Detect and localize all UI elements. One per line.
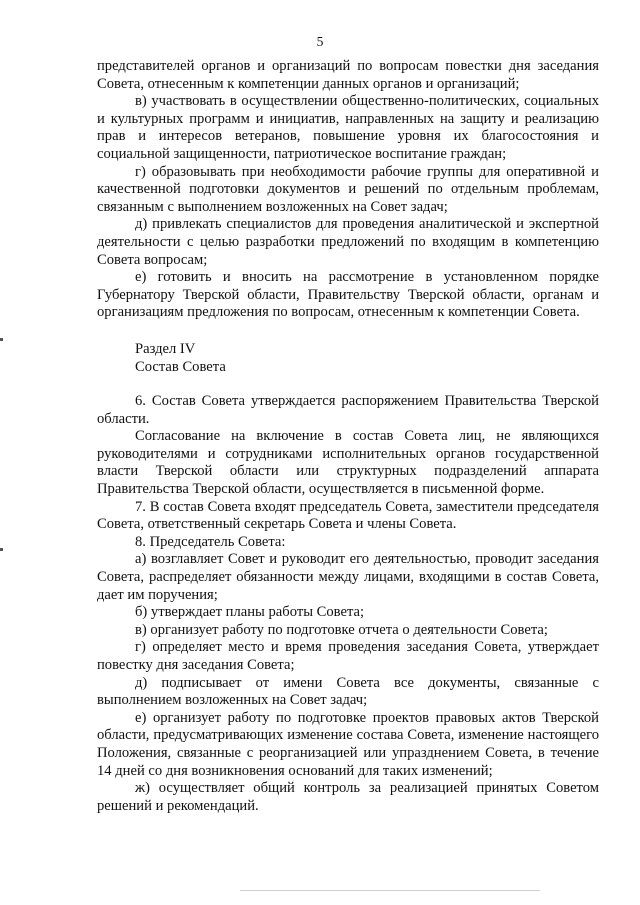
paragraph: 8. Председатель Совета: [135,533,286,550]
paragraph: б) утверждает планы работы Совета; [135,604,365,621]
paragraph: ж) осуществляет общий контроль за реализацией принятых Советом решений и рекомендаций. [97,780,599,814]
section-title: Состав Совета [135,358,226,375]
document-body [97,58,599,815]
paragraph: г) образовывать при необходимости рабочие группы для оперативной и качественной подготовки документов и решений по отдельным проблемам, связанным с выполнением возложенных на Совет задач; [97,163,599,215]
page-number: 5 [316,34,324,49]
scan-bottom-line [240,890,540,891]
paragraph: в) участвовать в осуществлении общественно-политических, социальных и культурных программ и инициатив, направленных на защиту и реализацию прав и интересов ветеранов, повышение уровня их благосостояния и социальной защищенности, патриотическое воспитание граждан; [97,93,599,162]
paragraph: д) подписывает от имени Совета все документы, связанные с выполнением возложенных на Совет задач; [97,674,599,709]
paragraph: г) определяет место и время проведения заседания Совета, утверждает повестку дня заседания Совета; [97,639,599,673]
paragraph: д) привлекать специалистов для проведения аналитической и экспертной деятельности с целью разработки предложений по входящим в компетенцию Совета вопросам; [97,216,599,268]
scan-edge-mark [0,338,3,341]
section-number: Раздел IV [135,340,196,357]
paragraph: е) готовить и вносить на рассмотрение в установленном порядке Губернатору Тверской области, Правительству Тверской области, органам и организациям предложения по вопросам, отнесенным к компетенции Совета. [97,269,599,321]
paragraph: 6. Состав Совета утверждается распоряжением Правительства Тверской области. [97,393,599,427]
paragraph: а) возглавляет Совет и руководит его деятельностью, проводит заседания Совета, распределяет обязанности между лицами, входящими в состав Совета, дает им поручения; [97,551,599,603]
scan-edge-mark [0,548,3,551]
paragraph: е) организует работу по подготовке проектов правовых актов Тверской области, предусматривающих изменение состава Совета, изменение настоящего Положения, связанные с реорганизацией или упразднением Совета, в течение 14 дней со дня возникновения оснований для таких изменений; [97,709,599,779]
paragraph: Согласование на включение в состав Совета лиц, не являющихся руководителями и сотрудниками исполнительных органов государственной власти Тверской области или структурных подразделений аппарата Правительства Тверской области, осуществляется в письменной форме. [97,428,599,498]
paragraph: представителей органов и организаций по вопросам повестки дня заседания Совета, отнесенным к компетенции данных органов и организаций; [97,58,599,92]
paragraph: в) организует работу по подготовке отчета о деятельности Совета; [135,621,548,638]
paragraph: 7. В состав Совета входят председатель Совета, заместители председателя Совета, ответственный секретарь Совета и члены Совета. [97,498,599,533]
